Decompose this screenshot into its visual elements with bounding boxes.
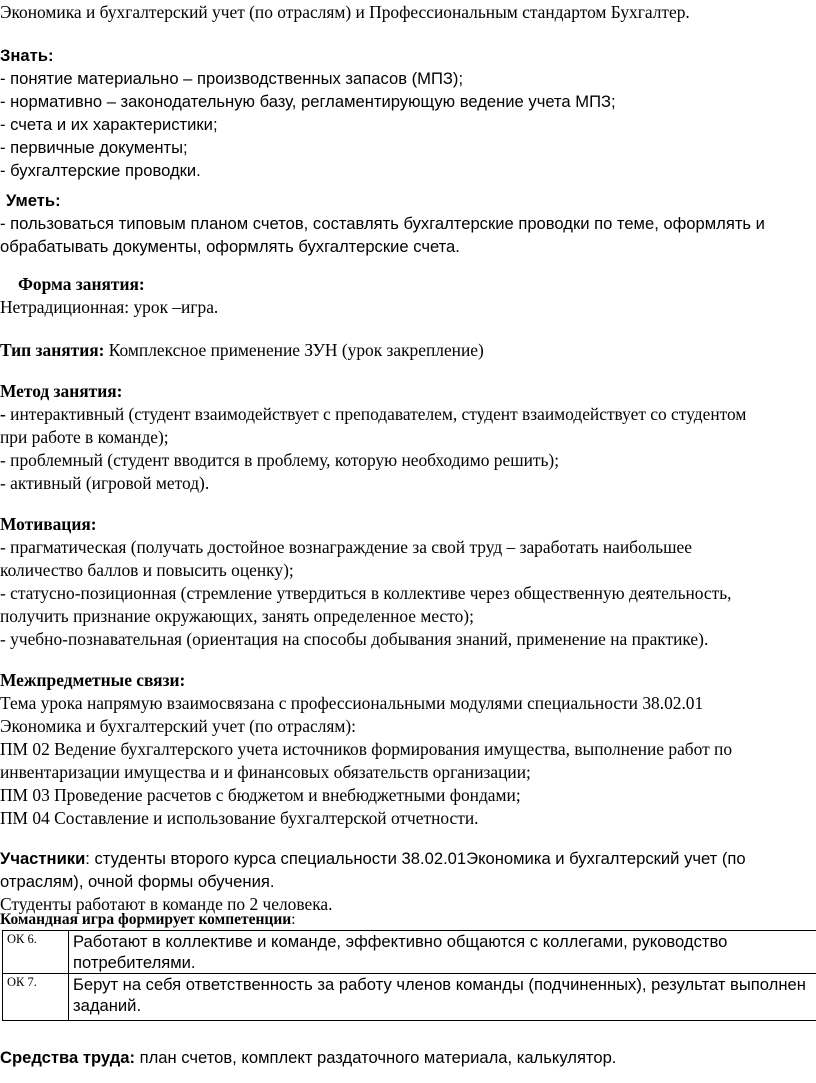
- know-item: - нормативно – законодательную базу, регламентирующую ведение учета МПЗ;: [0, 92, 616, 111]
- competency-code: ОК 6.: [3, 931, 69, 974]
- lesson-type-value: Комплексное применение ЗУН (урок закрепление): [104, 340, 484, 360]
- motivation-line: получить признание окружающих, занять определенное место);: [0, 606, 474, 626]
- motivation-line: количество баллов и повысить оценку);: [0, 560, 294, 580]
- know-item: - понятие материально – производственных запасов (МПЗ);: [0, 69, 464, 88]
- form-value: Нетрадиционная: урок –игра.: [0, 297, 219, 317]
- method-line1: интерактивный (студент взаимодействует с преподавателем, студент взаимодействует со студентом: [5, 404, 747, 424]
- method-line: [0, 404, 746, 425]
- competency-line: потребителями.: [73, 953, 196, 972]
- participants-line: [0, 848, 746, 869]
- competencies-heading-line: [0, 912, 296, 927]
- tools-label: Средства труда:: [0, 1048, 135, 1067]
- participants-label: Участники: [0, 849, 86, 868]
- competencies-colon: :: [291, 911, 296, 928]
- competencies-table: [2, 930, 816, 1021]
- motivation-line: - учебно-познавательная (ориентация на способы добывания знаний, применение на практике).: [0, 629, 709, 649]
- intro-line: Экономика и бухгалтерский учет (по отраслям) и Профессиональным стандартом Бухгалтер.: [0, 2, 690, 22]
- lesson-type-line: [0, 340, 484, 361]
- competency-line: Берут на себя ответственность за работу членов команды (подчиненных), результат выполнен: [73, 975, 806, 994]
- skills-heading: Уметь:: [6, 191, 61, 210]
- competencies-heading: Командная игра формирует компетенции: [0, 911, 292, 928]
- motivation-heading: Мотивация:: [0, 514, 97, 534]
- know-item: - бухгалтерские проводки.: [0, 161, 201, 180]
- competency-line: заданий.: [73, 996, 142, 1015]
- motivation-line: - прагматическая (получать достойное вознаграждение за свой труд – заработать наибольшее: [0, 537, 692, 557]
- know-item: - счета и их характеристики;: [0, 115, 218, 134]
- participants-line: Студенты работают в команде по 2 человека.: [0, 894, 333, 914]
- competency-code: ОК 7.: [3, 974, 69, 1021]
- method-line: - активный (игровой метод).: [0, 473, 210, 493]
- know-item: - первичные документы;: [0, 138, 188, 157]
- tools-value: план счетов, комплект раздаточного материала, калькулятор.: [135, 1048, 617, 1067]
- links-heading: Межпредметные связи:: [0, 670, 186, 690]
- table-row: [3, 931, 816, 974]
- participants-line1: : студенты второго курса специальности 38.02.01Экономика и бухгалтерский учет (по: [85, 849, 746, 868]
- links-line: ПМ 02 Ведение бухгалтерского учета источников формирования имущества, выполнение работ по: [0, 739, 733, 759]
- links-line: Тема урока напрямую взаимосвязана с профессиональными модулями специальности 38.02.01: [0, 693, 704, 713]
- method-dash: -: [0, 404, 6, 424]
- method-heading: Метод занятия:: [0, 381, 123, 401]
- method-line: при работе в команде);: [0, 427, 169, 447]
- competency-description: [69, 974, 816, 1021]
- motivation-line: - статусно-позиционная (стремление утвердиться в коллективе через общественную деятельность,: [0, 583, 732, 603]
- table-row: [3, 974, 816, 1021]
- skills-line: обрабатывать документы, оформлять бухгалтерские счета.: [0, 237, 460, 256]
- competency-description: [69, 931, 816, 974]
- skills-line: - пользоваться типовым планом счетов, составлять бухгалтерские проводки по теме, оформлять и: [0, 214, 765, 233]
- links-line: инвентаризации имущества и и финансовых обязательств организации;: [0, 762, 531, 782]
- links-line: ПМ 04 Составление и использование бухгалтерской отчетности.: [0, 808, 479, 828]
- lesson-type-label: Тип занятия:: [0, 340, 105, 360]
- participants-line: отраслям), очной формы обучения.: [0, 872, 275, 891]
- method-line: - проблемный (студент вводится в проблему, которую необходимо решить);: [0, 450, 560, 470]
- know-heading: Знать:: [0, 46, 54, 65]
- links-line: ПМ 03 Проведение расчетов с бюджетом и внебюджетными фондами;: [0, 785, 521, 805]
- form-heading: Форма занятия:: [18, 274, 145, 294]
- tools-line: [0, 1047, 616, 1068]
- competency-line: Работают в коллективе и команде, эффективно общаются с коллегами, руководство: [73, 932, 728, 951]
- links-line: Экономика и бухгалтерский учет (по отраслям):: [0, 716, 356, 736]
